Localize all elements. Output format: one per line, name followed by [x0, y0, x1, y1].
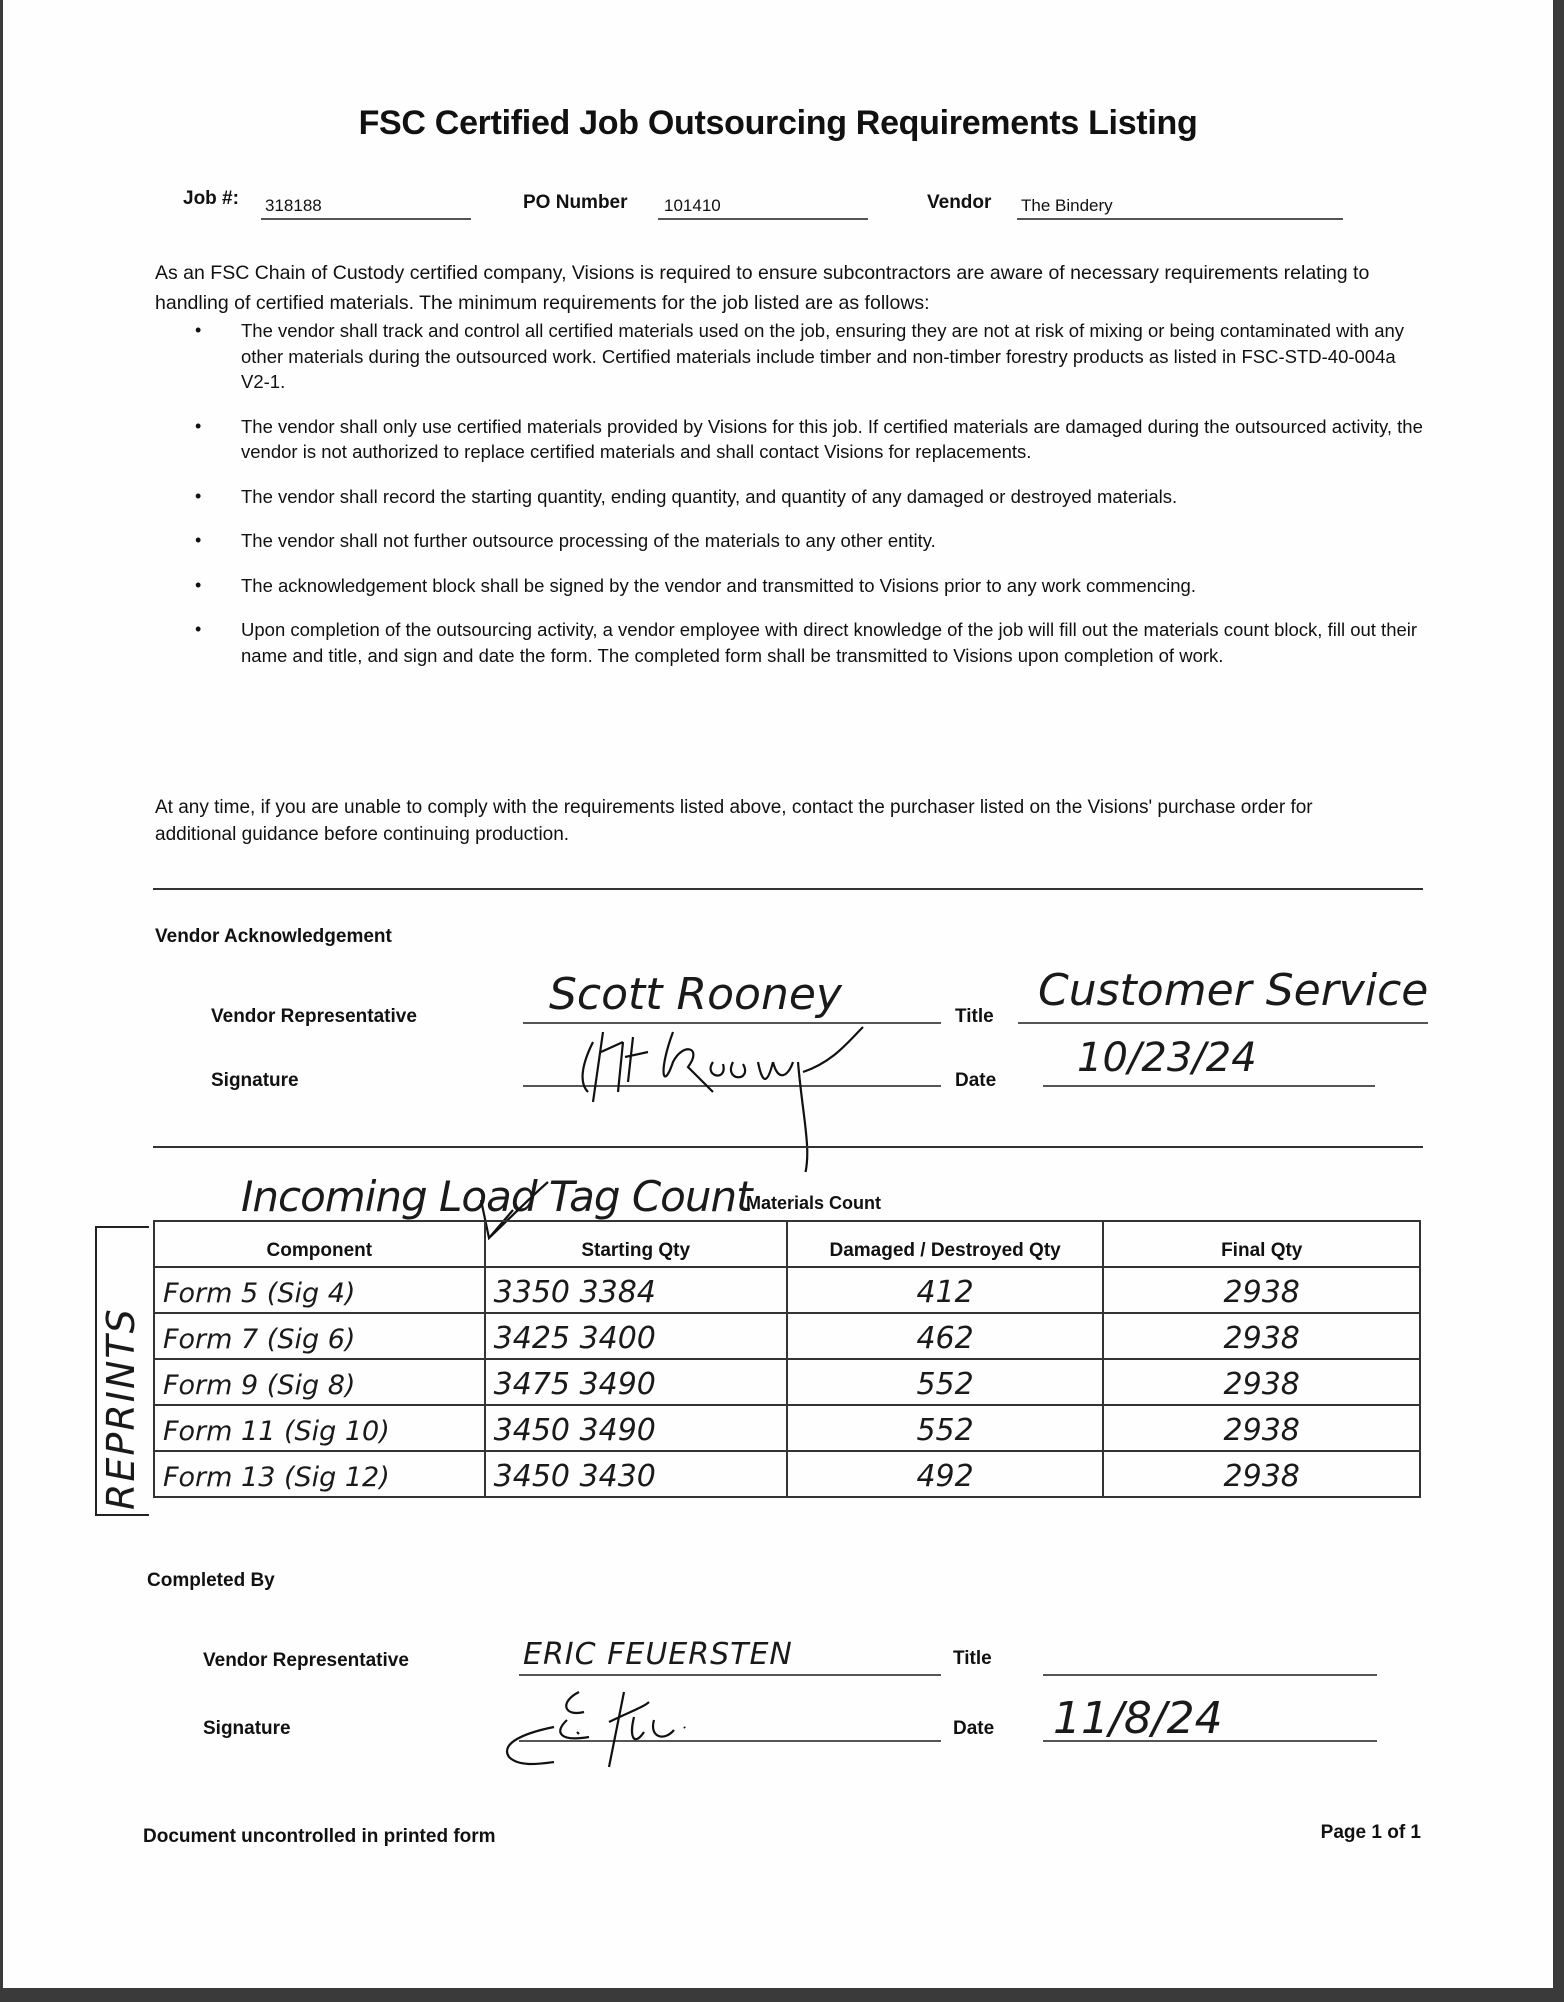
ack-date-label: Date — [955, 1070, 997, 1091]
bullet-icon: • — [195, 320, 202, 340]
component-cell[interactable]: Form 7 (Sig 6) — [154, 1313, 485, 1359]
starting-qty: 3384 — [579, 1275, 656, 1310]
handwritten-load-tag-note: Incoming Load Tag Count — [241, 1172, 752, 1221]
load-tag-count: 3425 — [493, 1321, 570, 1356]
load-tag-count: 3350 — [493, 1275, 570, 1310]
ack-signature-image — [563, 1022, 963, 1172]
job-label: Job #: — [183, 188, 239, 209]
starting-qty-cell[interactable] — [485, 1405, 787, 1451]
po-value: 101410 — [664, 196, 721, 215]
damaged-qty-cell[interactable]: 492 — [787, 1451, 1104, 1497]
table-header-row — [154, 1221, 1420, 1267]
ack-rep-field[interactable] — [523, 960, 941, 1024]
acknowledgement-heading: Vendor Acknowledgement — [155, 926, 392, 947]
column-header: Damaged / Destroyed Qty — [787, 1221, 1104, 1267]
component-cell[interactable]: Form 13 (Sig 12) — [154, 1451, 485, 1497]
completed-date-field[interactable] — [1043, 1690, 1377, 1742]
damaged-qty-cell[interactable]: 412 — [787, 1267, 1104, 1313]
requirement-item: • The vendor shall record the starting quantity, ending quantity, and quantity of any damaged or destroyed materials. — [153, 484, 1423, 510]
table-row — [154, 1359, 1420, 1405]
intro-paragraph: As an FSC Chain of Custody certified company, Visions is required to ensure subcontractors are aware of necessary requirements relating to handling of certified materials. The minimum requirements for the job listed are as follows: — [155, 262, 1370, 314]
final-qty-cell[interactable]: 2938 — [1103, 1313, 1420, 1359]
bullet-icon: • — [195, 574, 202, 595]
load-tag-count: 3450 — [493, 1459, 570, 1494]
table-row — [154, 1267, 1420, 1313]
completed-title-label: Title — [953, 1648, 992, 1669]
po-label: PO Number — [523, 192, 628, 213]
ack-date-value: 10/23/24 — [1077, 1035, 1257, 1081]
table-row — [154, 1451, 1420, 1497]
ack-date-field[interactable] — [1043, 1030, 1375, 1087]
completed-title-field[interactable] — [1043, 1630, 1377, 1676]
final-qty-cell[interactable]: 2938 — [1103, 1267, 1420, 1313]
component-cell[interactable]: Form 11 (Sig 10) — [154, 1405, 485, 1451]
document-title: FSC Certified Job Outsourcing Requirements Listing — [358, 104, 1198, 142]
completed-signature-label: Signature — [203, 1718, 291, 1739]
completed-rep-field[interactable] — [519, 1630, 941, 1676]
materials-count-table — [153, 1220, 1421, 1498]
requirement-item: • Upon completion of the outsourcing activity, a vendor employee with direct knowledge of the job will fill out the materials count block, fill out their name and title, and sign and date the form. The completed form shall be transmitted to Visions upon completion of work. — [195, 619, 1418, 666]
starting-qty: 3490 — [579, 1367, 656, 1402]
section-divider — [153, 888, 1423, 890]
section-divider — [153, 1146, 1423, 1148]
component-cell[interactable]: Form 9 (Sig 8) — [154, 1359, 485, 1405]
job-field — [261, 192, 471, 220]
requirements-list — [153, 318, 1423, 687]
completed-signature-image — [459, 1682, 819, 1772]
vendor-field — [1017, 192, 1343, 220]
reprints-bracket — [95, 1226, 149, 1516]
requirement-item: • The acknowledgement block shall be signed by the vendor and transmitted to Visions prior to any work commencing. — [153, 573, 1423, 599]
ack-title-label: Title — [955, 1006, 994, 1027]
ack-signature-field[interactable] — [523, 1030, 941, 1087]
final-qty-cell[interactable]: 2938 — [1103, 1405, 1420, 1451]
materials-count-heading: Materials Count — [746, 1193, 882, 1213]
vendor-value: The Bindery — [1021, 196, 1113, 215]
ack-title-field[interactable] — [1018, 960, 1428, 1024]
po-field — [658, 192, 868, 220]
requirement-item: • The vendor shall not further outsource processing of the materials to any other entity. — [153, 528, 1423, 554]
damaged-qty-cell[interactable]: 552 — [787, 1359, 1104, 1405]
final-qty-cell[interactable]: 2938 — [1103, 1451, 1420, 1497]
bullet-icon: • — [195, 619, 202, 639]
bullet-icon: • — [195, 530, 202, 550]
column-header: Component — [154, 1221, 485, 1267]
completed-signature-field[interactable] — [519, 1690, 941, 1742]
load-tag-count: 3450 — [493, 1413, 570, 1448]
completed-by-heading: Completed By — [147, 1570, 275, 1591]
bullet-icon: • — [195, 485, 202, 506]
document-page — [3, 0, 1553, 1988]
damaged-qty-cell[interactable]: 462 — [787, 1313, 1104, 1359]
table-row — [154, 1313, 1420, 1359]
completed-date-value: 11/8/24 — [1053, 1693, 1223, 1744]
closing-paragraph: At any time, if you are unable to comply with the requirements listed above, contact the purchaser listed on the Visions' purchase order for additional guidance before continuing production. — [155, 797, 1313, 845]
completed-rep-value: ERIC FEUERSTEN — [523, 1637, 793, 1672]
load-tag-count: 3475 — [493, 1367, 570, 1402]
table-row — [154, 1405, 1420, 1451]
starting-qty-cell[interactable] — [485, 1359, 787, 1405]
final-qty-cell[interactable]: 2938 — [1103, 1359, 1420, 1405]
column-header: Starting Qty — [485, 1221, 787, 1267]
completed-rep-label: Vendor Representative — [203, 1650, 409, 1671]
reprints-side-note: REPRINTS — [99, 1307, 143, 1510]
starting-qty-cell[interactable] — [485, 1267, 787, 1313]
page-number: Page 1 of 1 — [1320, 1822, 1421, 1843]
starting-qty-cell[interactable] — [485, 1451, 787, 1497]
requirement-item: • The vendor shall only use certified materials provided by Visions for this job. If certified materials are damaged during the outsourced activity, the vendor is not authorized to replace certified materials and shall contact Visions for replacements. — [195, 415, 1423, 462]
starting-qty-cell[interactable] — [485, 1313, 787, 1359]
requirement-item: • The vendor shall track and control all certified materials used on the job, ensuring they are not at risk of mixing or being contaminated with any other materials during the outsourced work. Certified materials include timber and non-timber forestry products as listed in FSC-STD-40-004a V2-1. — [195, 320, 1405, 392]
completed-date-label: Date — [953, 1718, 995, 1739]
bullet-icon: • — [195, 415, 202, 436]
component-cell[interactable]: Form 5 (Sig 4) — [154, 1267, 485, 1313]
starting-qty: 3430 — [579, 1459, 656, 1494]
ack-rep-value: Scott Rooney — [549, 969, 842, 1020]
column-header: Final Qty — [1103, 1221, 1420, 1267]
job-value: 318188 — [265, 196, 322, 215]
starting-qty: 3400 — [579, 1321, 656, 1356]
ack-signature-label: Signature — [211, 1070, 299, 1091]
ack-rep-label: Vendor Representative — [211, 1006, 417, 1027]
vendor-label: Vendor — [927, 192, 992, 213]
footer-note: Document uncontrolled in printed form — [143, 1826, 496, 1847]
damaged-qty-cell[interactable]: 552 — [787, 1405, 1104, 1451]
starting-qty: 3490 — [579, 1413, 656, 1448]
ack-title-value: Customer Service — [1038, 965, 1429, 1016]
